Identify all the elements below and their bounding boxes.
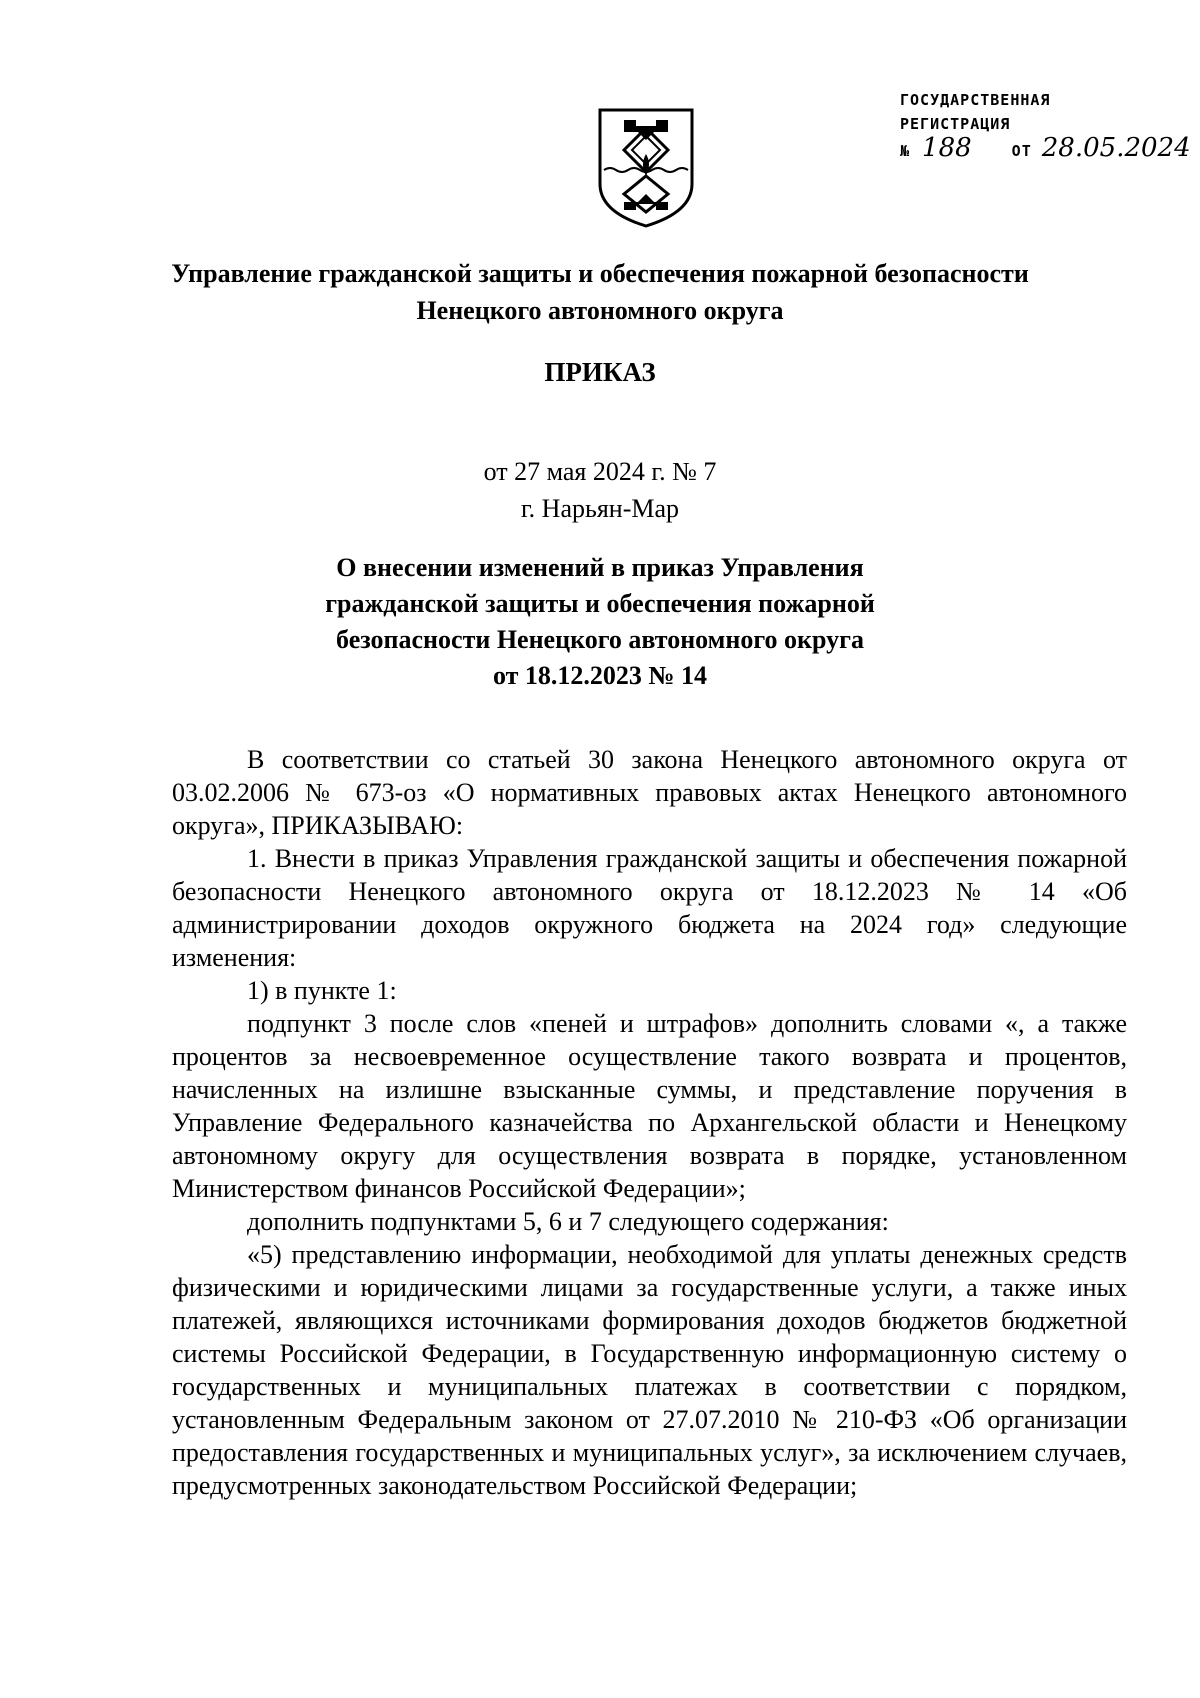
paragraph-preamble: В соответствии со статьей 30 закона Ненецкого автономного округа от 03.02.2006 № 673-оз «О нормативных правовых актах Ненецкого автономного округа», ПРИКАЗЫВАЮ: bbox=[172, 745, 1127, 840]
paragraph-subitem-1: 1) в пункте 1: bbox=[247, 976, 397, 1005]
subject-line-1: О внесении изменений в приказ Управления bbox=[336, 553, 864, 582]
registration-from: ОТ bbox=[1011, 142, 1032, 160]
document-type: ПРИКАЗ bbox=[544, 357, 656, 387]
subject-line-2: гражданской защиты и обеспечения пожарной bbox=[325, 589, 875, 618]
paragraph-subpoint-3: подпункт 3 после слов «пеней и штрафов» дополнить словами «, а также процентов за несвоевременное осуществление такого возврата и процентов, начисленных на излишне взысканные суммы, и представление поручения в Управление Федерального казначейства по Архангельской области и Ненецкому автономному округу для осуществления возврата в порядке, установленном Министерством финансов Российской Федерации»; bbox=[172, 1009, 1127, 1203]
registration-line-2: РЕГИСТРАЦИЯ bbox=[900, 115, 1011, 133]
organization-line-2: Ненецкого автономного округа bbox=[416, 296, 784, 325]
coat-of-arms-icon bbox=[596, 106, 696, 230]
document-date-block bbox=[100, 453, 1100, 527]
registration-date: 28.05.2024 bbox=[1041, 133, 1191, 163]
registration-line-1: ГОСУДАРСТВЕННАЯ bbox=[900, 91, 1051, 109]
paragraph-subpoint-5: «5) представлению информации, необходимой для уплаты денежных средств физическими и юридическими лицами за государственные услуги, а также иных платежей, являющихся источниками формирования доходов бюджетов бюджетной системы Российской Федерации, в Государственную информационную систему о государственных и муниципальных платежах в соответствии с порядком, установленным Федеральным законом от 27.07.2010 № 210-ФЗ «Об организации предоставления государственных и муниципальных услуг», за исключением случаев, предусмотренных законодательством Российской Федерации; bbox=[172, 1240, 1127, 1500]
registration-number-mark: № bbox=[900, 142, 911, 160]
organization-line-1: Управление гражданской защиты и обеспечения пожарной безопасности bbox=[171, 259, 1029, 288]
registration-stamp bbox=[900, 88, 1191, 163]
paragraph-add-subpoints: дополнить подпунктами 5, 6 и 7 следующего содержания: bbox=[247, 1207, 889, 1236]
subject-line-3: безопасности Ненецкого автономного округа bbox=[336, 625, 864, 654]
organization-name bbox=[100, 255, 1100, 329]
document-date: от 27 мая 2024 г. № 7 bbox=[483, 457, 717, 486]
paragraph-item-1: 1. Внести в приказ Управления гражданской защиты и обеспечения пожарной безопасности Ненецкого автономного округа от 18.12.2023 № 14 «Об администрировании доходов окружного бюджета на 2024 год» следующие изменения: bbox=[172, 844, 1127, 972]
subject-line-4: от 18.12.2023 № 14 bbox=[492, 661, 708, 690]
registration-number: 188 bbox=[922, 133, 972, 163]
document-body bbox=[172, 743, 1127, 1502]
document-subject bbox=[100, 550, 1100, 694]
document-city: г. Нарьян-Мар bbox=[520, 494, 680, 523]
